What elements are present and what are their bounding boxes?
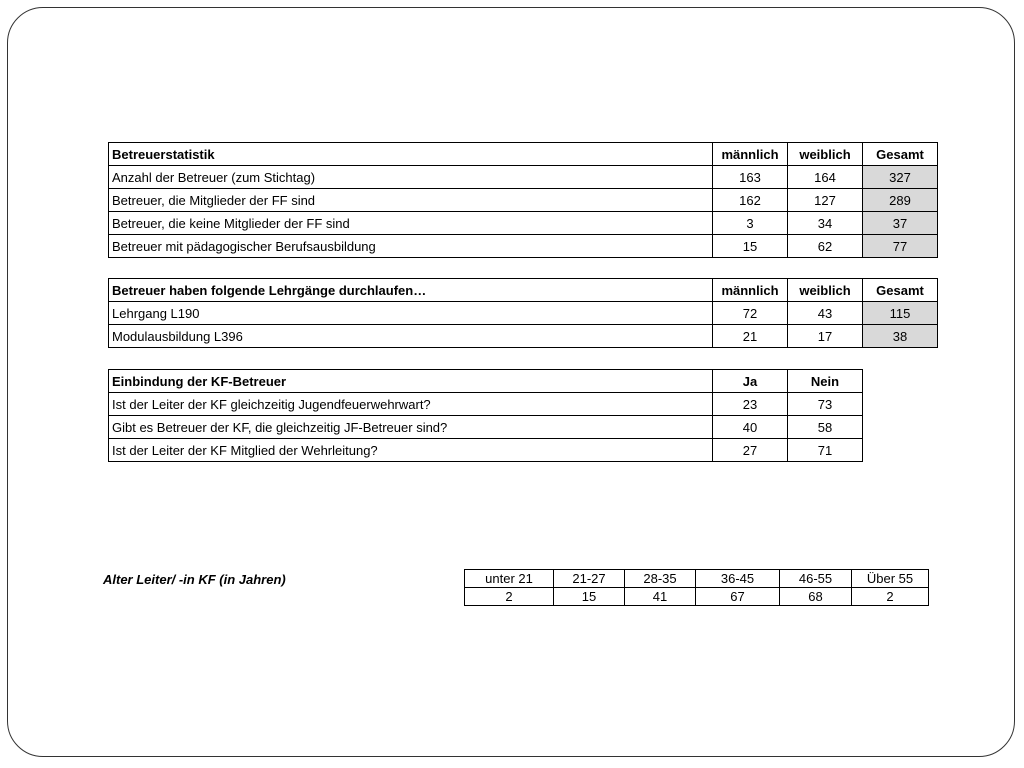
alter-table	[464, 569, 929, 606]
cell-gesamt: 37	[863, 212, 938, 235]
header-gesamt: Gesamt	[863, 143, 938, 166]
age-group: 46-55	[780, 570, 852, 588]
table-header-row	[109, 143, 938, 166]
table-row	[109, 302, 938, 325]
row-label: Betreuer, die keine Mitglieder der FF sind	[109, 212, 713, 235]
table-row	[109, 393, 863, 416]
header-maennlich: männlich	[713, 279, 788, 302]
row-label: Lehrgang L190	[109, 302, 713, 325]
cell-ja: 23	[713, 393, 788, 416]
cell-nein: 58	[788, 416, 863, 439]
table-row	[109, 235, 938, 258]
cell-weiblich: 62	[788, 235, 863, 258]
cell-weiblich: 164	[788, 166, 863, 189]
age-value: 41	[625, 588, 696, 606]
age-value: 2	[465, 588, 554, 606]
cell-weiblich: 43	[788, 302, 863, 325]
lehrgaenge-table	[108, 278, 938, 348]
age-group: unter 21	[465, 570, 554, 588]
row-label: Gibt es Betreuer der KF, die gleichzeitig JF-Betreuer sind?	[109, 416, 713, 439]
age-group: 21-27	[554, 570, 625, 588]
age-value: 2	[852, 588, 929, 606]
cell-weiblich: 34	[788, 212, 863, 235]
header-gesamt: Gesamt	[863, 279, 938, 302]
alter-title: Alter Leiter/ -in KF (in Jahren)	[103, 572, 286, 587]
alter-values-row	[465, 588, 929, 606]
age-group: 36-45	[696, 570, 780, 588]
cell-ja: 27	[713, 439, 788, 462]
header-nein: Nein	[788, 370, 863, 393]
cell-maennlich: 163	[713, 166, 788, 189]
header-weiblich: weiblich	[788, 279, 863, 302]
age-value: 15	[554, 588, 625, 606]
cell-gesamt: 289	[863, 189, 938, 212]
table-title: Betreuerstatistik	[109, 143, 713, 166]
table-header-row	[109, 279, 938, 302]
cell-weiblich: 127	[788, 189, 863, 212]
table-row	[109, 325, 938, 348]
cell-ja: 40	[713, 416, 788, 439]
age-value: 67	[696, 588, 780, 606]
table-row	[109, 189, 938, 212]
row-label: Anzahl der Betreuer (zum Stichtag)	[109, 166, 713, 189]
cell-maennlich: 3	[713, 212, 788, 235]
table-row	[109, 212, 938, 235]
table-row	[109, 416, 863, 439]
header-weiblich: weiblich	[788, 143, 863, 166]
table-row	[109, 166, 938, 189]
cell-maennlich: 15	[713, 235, 788, 258]
cell-gesamt: 327	[863, 166, 938, 189]
einbindung-table	[108, 369, 863, 462]
row-label: Modulausbildung L396	[109, 325, 713, 348]
cell-maennlich: 72	[713, 302, 788, 325]
betreuer-statistik-table	[108, 142, 938, 258]
table-title: Betreuer haben folgende Lehrgänge durchlaufen…	[109, 279, 713, 302]
cell-gesamt: 115	[863, 302, 938, 325]
cell-maennlich: 21	[713, 325, 788, 348]
cell-gesamt: 77	[863, 235, 938, 258]
cell-gesamt: 38	[863, 325, 938, 348]
cell-nein: 73	[788, 393, 863, 416]
cell-weiblich: 17	[788, 325, 863, 348]
row-label: Ist der Leiter der KF gleichzeitig Jugendfeuerwehrwart?	[109, 393, 713, 416]
cell-maennlich: 162	[713, 189, 788, 212]
table-title: Einbindung der KF-Betreuer	[109, 370, 713, 393]
row-label: Betreuer mit pädagogischer Berufsausbildung	[109, 235, 713, 258]
table-header-row	[109, 370, 863, 393]
header-ja: Ja	[713, 370, 788, 393]
header-maennlich: männlich	[713, 143, 788, 166]
cell-nein: 71	[788, 439, 863, 462]
alter-groups-row	[465, 570, 929, 588]
row-label: Ist der Leiter der KF Mitglied der Wehrleitung?	[109, 439, 713, 462]
age-group: 28-35	[625, 570, 696, 588]
row-label: Betreuer, die Mitglieder der FF sind	[109, 189, 713, 212]
table-row	[109, 439, 863, 462]
age-value: 68	[780, 588, 852, 606]
age-group: Über 55	[852, 570, 929, 588]
